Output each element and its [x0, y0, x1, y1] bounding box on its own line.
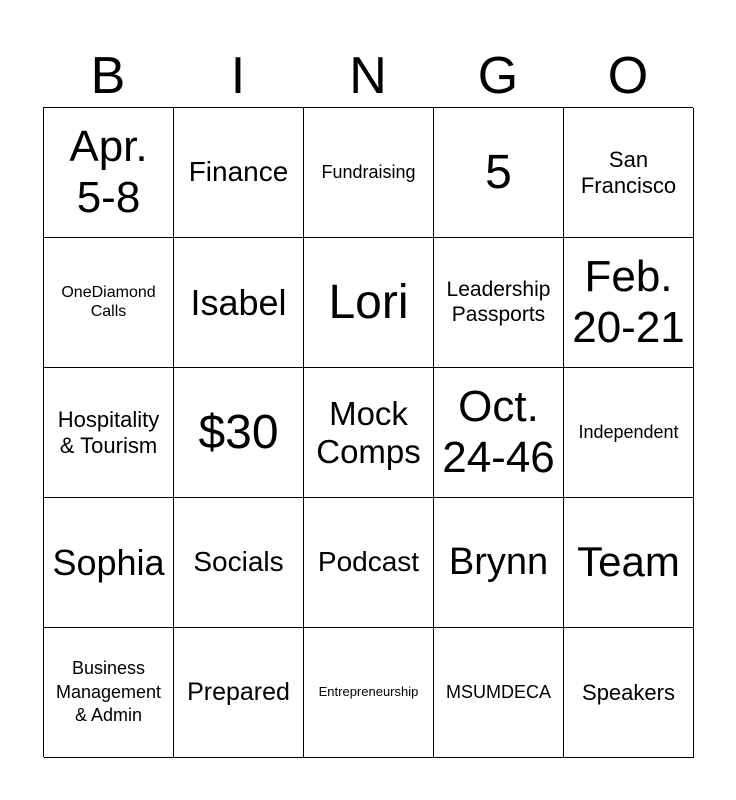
cell-text: $30 — [198, 405, 279, 459]
bingo-cell-r2-c1[interactable] — [44, 238, 174, 368]
cell-text: Mock Comps — [316, 394, 421, 470]
cell-text: Brynn — [448, 540, 549, 583]
cell-text: Apr. 5-8 — [69, 121, 148, 222]
bingo-cell-r4-c3[interactable] — [304, 498, 434, 628]
bingo-cell-r5-c4[interactable] — [434, 628, 564, 758]
bingo-cell-r3-c2[interactable] — [174, 368, 304, 498]
cell-text: Isabel — [190, 281, 287, 323]
cell-text: Socials — [193, 546, 284, 578]
cell-text: Independent — [578, 422, 679, 443]
bingo-cell-r3-c1[interactable] — [44, 368, 174, 498]
cell-text: Leadership Passports — [446, 278, 551, 326]
cell-text: Fundraising — [321, 162, 416, 183]
cell-text: Entrepreneurship — [318, 684, 419, 700]
header-letter-g: G — [477, 47, 519, 105]
cell-text: Prepared — [187, 678, 290, 707]
bingo-cell-r4-c4[interactable] — [434, 498, 564, 628]
cell-text: Speakers — [582, 679, 675, 705]
cell-text: Oct. 24-46 — [442, 381, 555, 482]
cell-text: Sophia — [52, 541, 165, 583]
bingo-cell-r3-c5[interactable] — [564, 368, 694, 498]
cell-text: Podcast — [317, 546, 420, 578]
header-letter-i: I — [230, 47, 246, 105]
bingo-cell-r5-c5[interactable] — [564, 628, 694, 758]
bingo-cell-r2-c5[interactable] — [564, 238, 694, 368]
cell-text: Feb. 20-21 — [572, 251, 685, 352]
bingo-cell-r5-c1[interactable] — [44, 628, 174, 758]
bingo-cell-r1-c1[interactable] — [44, 108, 174, 238]
header-letter-o: O — [607, 47, 649, 105]
header-letter-n: N — [349, 47, 387, 105]
cell-text: Business Management & Admin — [55, 658, 162, 726]
bingo-cell-r1-c5[interactable] — [564, 108, 694, 238]
cell-text: Team — [577, 538, 680, 586]
bingo-cell-r2-c4[interactable] — [434, 238, 564, 368]
bingo-header — [43, 44, 693, 108]
bingo-cell-r4-c5[interactable] — [564, 498, 694, 628]
cell-text: Hospitality & Tourism — [57, 407, 160, 458]
bingo-cell-r2-c3[interactable] — [304, 238, 434, 368]
bingo-cell-r5-c3[interactable] — [304, 628, 434, 758]
bingo-cell-r1-c4[interactable] — [434, 108, 564, 238]
bingo-grid — [43, 107, 693, 757]
bingo-cell-r4-c1[interactable] — [44, 498, 174, 628]
bingo-cell-r3-c4[interactable] — [434, 368, 564, 498]
bingo-cell-r2-c2[interactable] — [174, 238, 304, 368]
cell-text: San Francisco — [580, 147, 677, 198]
cell-text: Lori — [328, 275, 409, 329]
cell-text: MSUMDECA — [445, 682, 551, 703]
bingo-cell-r1-c3[interactable] — [304, 108, 434, 238]
bingo-cell-r4-c2[interactable] — [174, 498, 304, 628]
cell-text: Finance — [188, 156, 289, 188]
cell-text: OneDiamond Calls — [61, 284, 156, 320]
header-letter-b: B — [90, 47, 126, 105]
bingo-cell-r5-c2[interactable] — [174, 628, 304, 758]
bingo-cell-r3-c3[interactable] — [304, 368, 434, 498]
bingo-cell-r1-c2[interactable] — [174, 108, 304, 238]
cell-text: 5 — [485, 145, 512, 199]
